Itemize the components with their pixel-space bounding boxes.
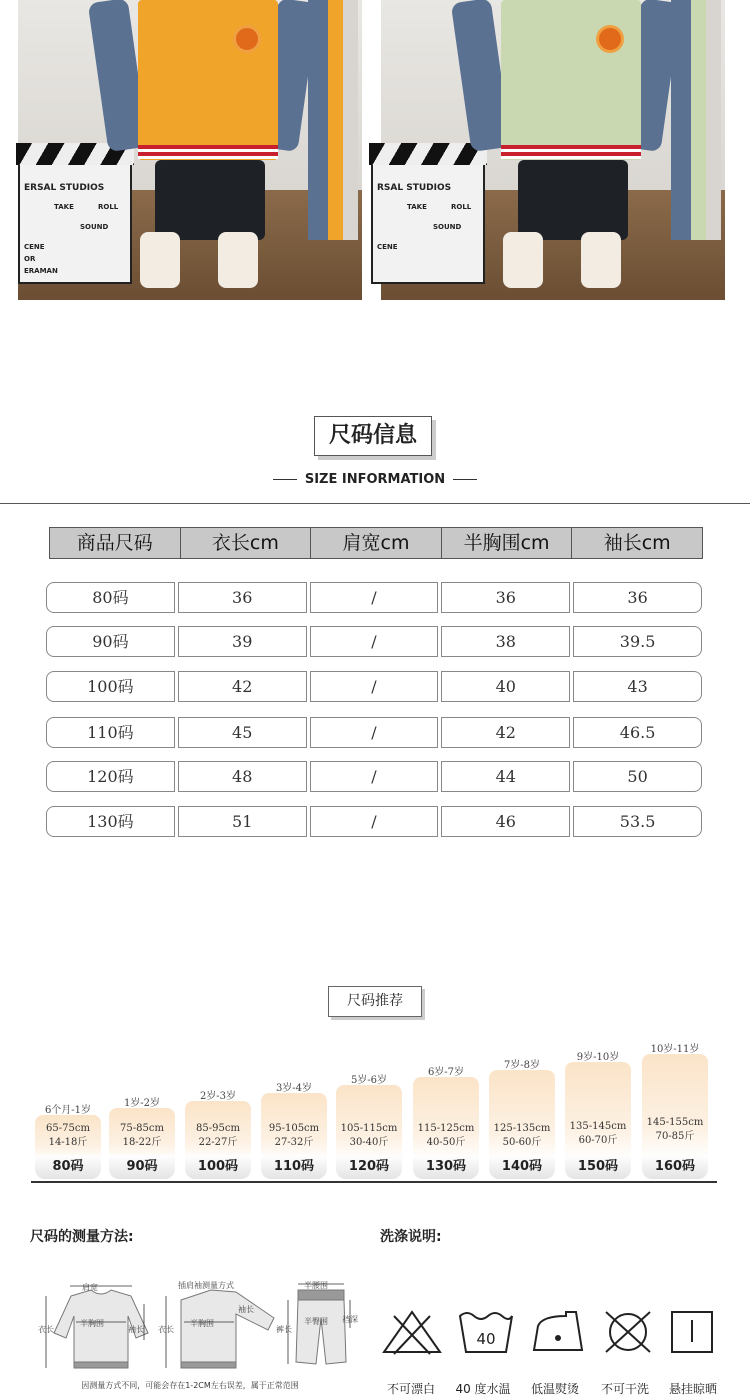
no-dryclean-icon [596, 1308, 660, 1356]
table-cell: 130码 [46, 806, 175, 837]
height-weight-label: 105-115cm 30-40斤 [340, 1123, 398, 1148]
section-title-size-info: 尺码信息 [314, 416, 432, 456]
section-title-recommend: 尺码推荐 [328, 986, 422, 1017]
table-cell: / [310, 671, 439, 702]
size-label: 120码 [336, 1155, 402, 1179]
table-cell: / [310, 761, 439, 792]
table-cell: 53.5 [573, 806, 702, 837]
height-weight-label: 135-145cm 60-70斤 [569, 1121, 627, 1146]
table-row [46, 806, 702, 837]
table-cell: 48 [178, 761, 307, 792]
lion-patch-icon [233, 25, 261, 53]
table-cell: 42 [178, 671, 307, 702]
wash-label: 不可漂白 [386, 1382, 435, 1396]
raglan-diagram [181, 1290, 274, 1368]
clapper-text: ERSAL STUDIOS [24, 183, 105, 193]
label-raglan-title: 插肩袖测量方式 [178, 1281, 234, 1290]
height-weight-label: 125-135cm 50-60斤 [493, 1123, 551, 1148]
age-label: 6岁-7岁 [427, 1067, 465, 1078]
size-label: 160码 [642, 1155, 708, 1179]
age-label: 5岁-6岁 [350, 1075, 388, 1086]
table-cell: / [310, 626, 439, 657]
wash-label: 40 度水温 [455, 1382, 511, 1396]
height-weight-label: 95-105cm 27-32斤 [268, 1123, 320, 1148]
column-header: 商品尺码 [50, 528, 181, 558]
column-header: 半胸围cm [442, 528, 573, 558]
low-iron-icon [526, 1308, 590, 1356]
section-subtitle: SIZE INFORMATION [0, 472, 750, 487]
table-cell: 80码 [46, 582, 175, 613]
hang-dry-icon [662, 1308, 726, 1356]
column-header: 衣长cm [181, 528, 312, 558]
table-row [46, 671, 702, 702]
label-waist: 半腰围 [304, 1281, 328, 1290]
size-label: 140码 [489, 1155, 555, 1179]
age-label: 1岁-2岁 [123, 1098, 161, 1109]
height-weight-label: 75-85cm 18-22斤 [120, 1123, 164, 1148]
age-label: 10岁-11岁 [650, 1044, 700, 1055]
table-cell: 100码 [46, 671, 175, 702]
label-sleeve-raglan: 袖长 [238, 1305, 254, 1314]
table-row [46, 582, 702, 613]
table-cell: 42 [441, 717, 570, 748]
table-cell: / [310, 717, 439, 748]
recommend-baseline [31, 1181, 717, 1183]
table-cell: 36 [441, 582, 570, 613]
measure-note: 因测量方式不同，可能会存在1-2CM左右误差，属于正常范围 [81, 1381, 299, 1390]
label-length-raglan: 衣长 [158, 1325, 174, 1334]
table-cell: 120码 [46, 761, 175, 792]
table-row [46, 626, 702, 657]
wash-label: 低温熨烫 [530, 1382, 579, 1396]
table-cell: 110码 [46, 717, 175, 748]
wash-label: 悬挂晾晒 [668, 1382, 717, 1396]
table-cell: 46.5 [573, 717, 702, 748]
age-label: 6个月-1岁 [44, 1105, 92, 1116]
label-pants-length: 裤长 [276, 1325, 292, 1334]
height-weight-label: 145-155cm 70-85斤 [646, 1117, 704, 1142]
table-cell: 44 [441, 761, 570, 792]
wash-temp-text: 40 [476, 1330, 496, 1348]
table-cell: 90码 [46, 626, 175, 657]
clapperboard: ERSAL STUDIOS TAKE ROLL SOUND CENE OR ERAMAN [18, 145, 132, 284]
size-label: 150码 [565, 1155, 631, 1179]
label-shoulder: 肩宽 [82, 1283, 98, 1292]
table-cell: 39 [178, 626, 307, 657]
size-label: 90码 [109, 1155, 175, 1179]
table-row [46, 761, 702, 792]
label-chest-raglan: 半胸围 [190, 1319, 214, 1328]
age-label: 9岁-10岁 [576, 1052, 620, 1063]
divider [0, 503, 750, 504]
table-cell: 45 [178, 717, 307, 748]
pants-diagram [296, 1290, 346, 1364]
size-label: 100码 [185, 1155, 251, 1179]
age-label: 3岁-4岁 [275, 1083, 313, 1094]
table-cell: / [310, 806, 439, 837]
age-label: 7岁-8岁 [503, 1060, 541, 1071]
table-cell: 50 [573, 761, 702, 792]
label-chest: 半胸围 [80, 1319, 104, 1328]
table-cell: 36 [178, 582, 307, 613]
column-header: 肩宽cm [311, 528, 442, 558]
label-hip: 裆深 [342, 1315, 358, 1324]
wash-40-icon [454, 1308, 518, 1356]
height-weight-label: 65-75cm 14-18斤 [46, 1123, 90, 1148]
age-label: 2岁-3岁 [199, 1091, 237, 1102]
label-length: 衣长 [38, 1325, 54, 1334]
table-cell: 38 [441, 626, 570, 657]
wash-title: 洗涤说明: [380, 1229, 442, 1245]
label-sleeve: 袖长 [128, 1325, 144, 1334]
size-label: 110码 [261, 1155, 327, 1179]
product-photo-yellow [18, 0, 362, 294]
size-label: 130码 [413, 1155, 479, 1179]
table-cell: 43 [573, 671, 702, 702]
label-thigh: 半臀围 [304, 1317, 328, 1326]
clapperboard: RSAL STUDIOS TAKE ROLL SOUND CENE [371, 145, 485, 284]
table-cell: 46 [441, 806, 570, 837]
wash-label: 不可干洗 [600, 1382, 649, 1396]
table-cell: 36 [573, 582, 702, 613]
size-table-header [49, 527, 703, 559]
measure-title: 尺码的测量方法: [30, 1229, 134, 1245]
column-header: 袖长cm [603, 532, 671, 554]
lion-patch-icon [596, 25, 624, 53]
table-cell: 51 [178, 806, 307, 837]
height-weight-label: 115-125cm 40-50斤 [417, 1123, 475, 1148]
clapper-text: RSAL STUDIOS [377, 183, 452, 193]
table-cell: / [310, 582, 439, 613]
table-cell: 40 [441, 671, 570, 702]
height-weight-label: 85-95cm 22-27斤 [196, 1123, 240, 1148]
product-photo-green [377, 0, 725, 294]
size-bar [642, 1054, 708, 1160]
table-row [46, 717, 702, 748]
size-label: 80码 [35, 1155, 101, 1179]
table-cell: 39.5 [573, 626, 702, 657]
no-bleach-icon [380, 1308, 444, 1356]
